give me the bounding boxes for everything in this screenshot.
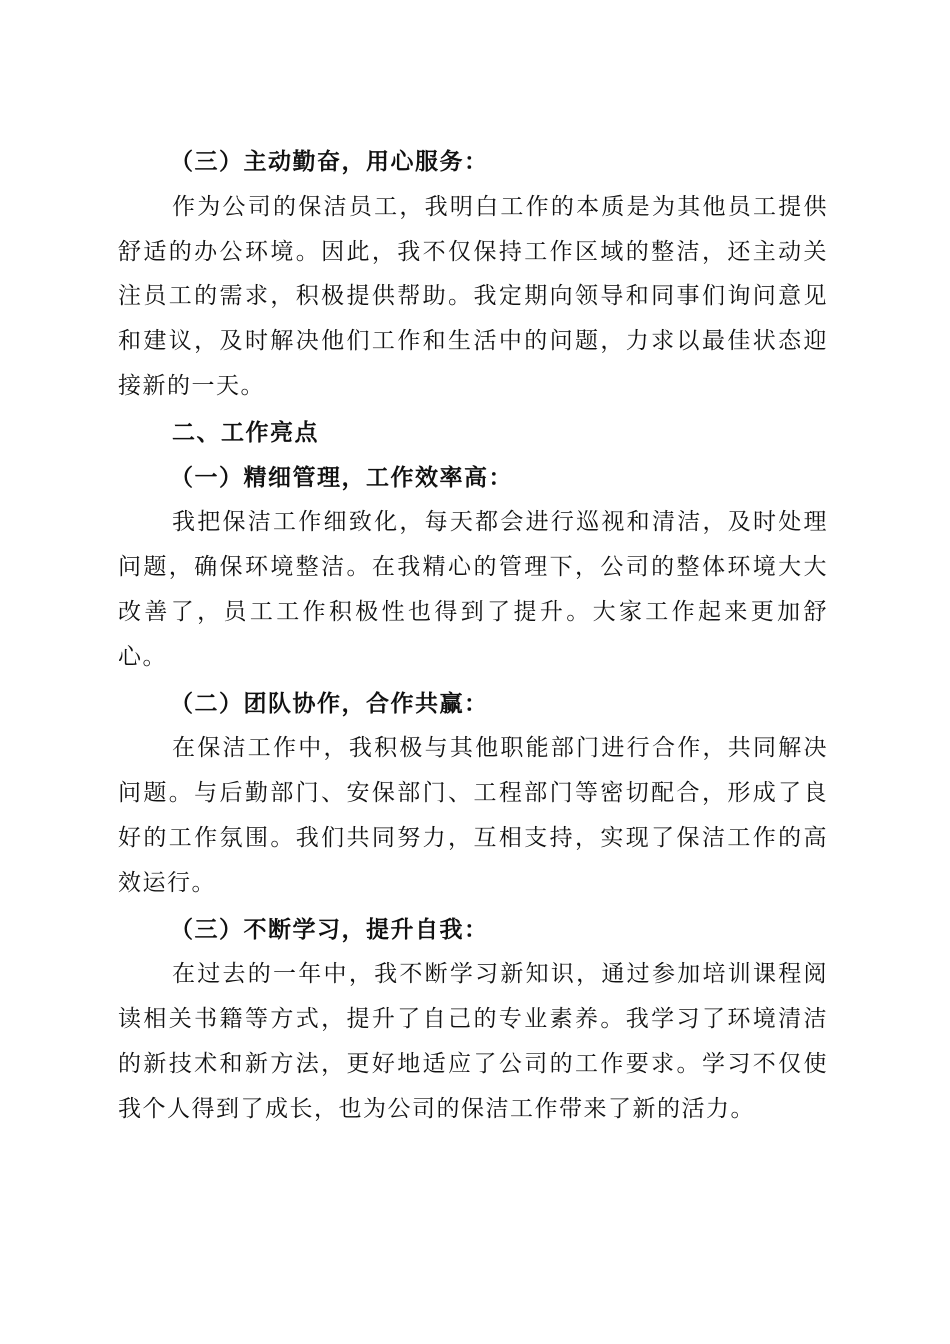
section-heading-work-highlights: 二、工作亮点 bbox=[172, 419, 319, 446]
subheading-diligent-service: （三）主动勤奋，用心服务： bbox=[170, 148, 489, 175]
subheading-continuous-learning: （三）不断学习，提升自我： bbox=[170, 915, 489, 943]
paragraph-continuous-learning: 在过去的一年中，我不断学习新知识，通过参加培训课程阅读相关书籍等方式，提升了自己的专业素养。我学习了环境清洁的新技术和新方法，更好地适应了公司的工作要求。学习不仅使我个人得到了成长，也为公司的保洁工作带来了新的活力。 bbox=[118, 961, 828, 1122]
paragraph-diligent-service: 作为公司的保洁员工，我明白工作的本质是为其他员工提供舒适的办公环境。因此，我不仅保持工作区域的整洁，还主动关注员工的需求，积极提供帮助。我定期向领导和同事们询问意见和建议，及时解决他们工作和生活中的问题，力求以最佳状态迎接新的一天。 bbox=[118, 193, 828, 399]
subheading-team-collaboration: （二）团队协作，合作共赢： bbox=[170, 689, 489, 717]
paragraph-team-collaboration: 在保洁工作中，我积极与其他职能部门进行合作，共同解决问题。与后勤部门、安保部门、工程部门等密切配合，形成了良好的工作氛围。我们共同努力，互相支持，实现了保洁工作的高效运行。 bbox=[118, 735, 828, 896]
paragraph-refined-management: 我把保洁工作细致化，每天都会进行巡视和清洁，及时处理问题，确保环境整洁。在我精心的管理下，公司的整体环境大大改善了，员工工作积极性也得到了提升。大家工作起来更加舒心。 bbox=[118, 509, 828, 670]
document-body bbox=[118, 140, 828, 1132]
subheading-refined-management: （一）精细管理，工作效率高： bbox=[170, 463, 513, 491]
